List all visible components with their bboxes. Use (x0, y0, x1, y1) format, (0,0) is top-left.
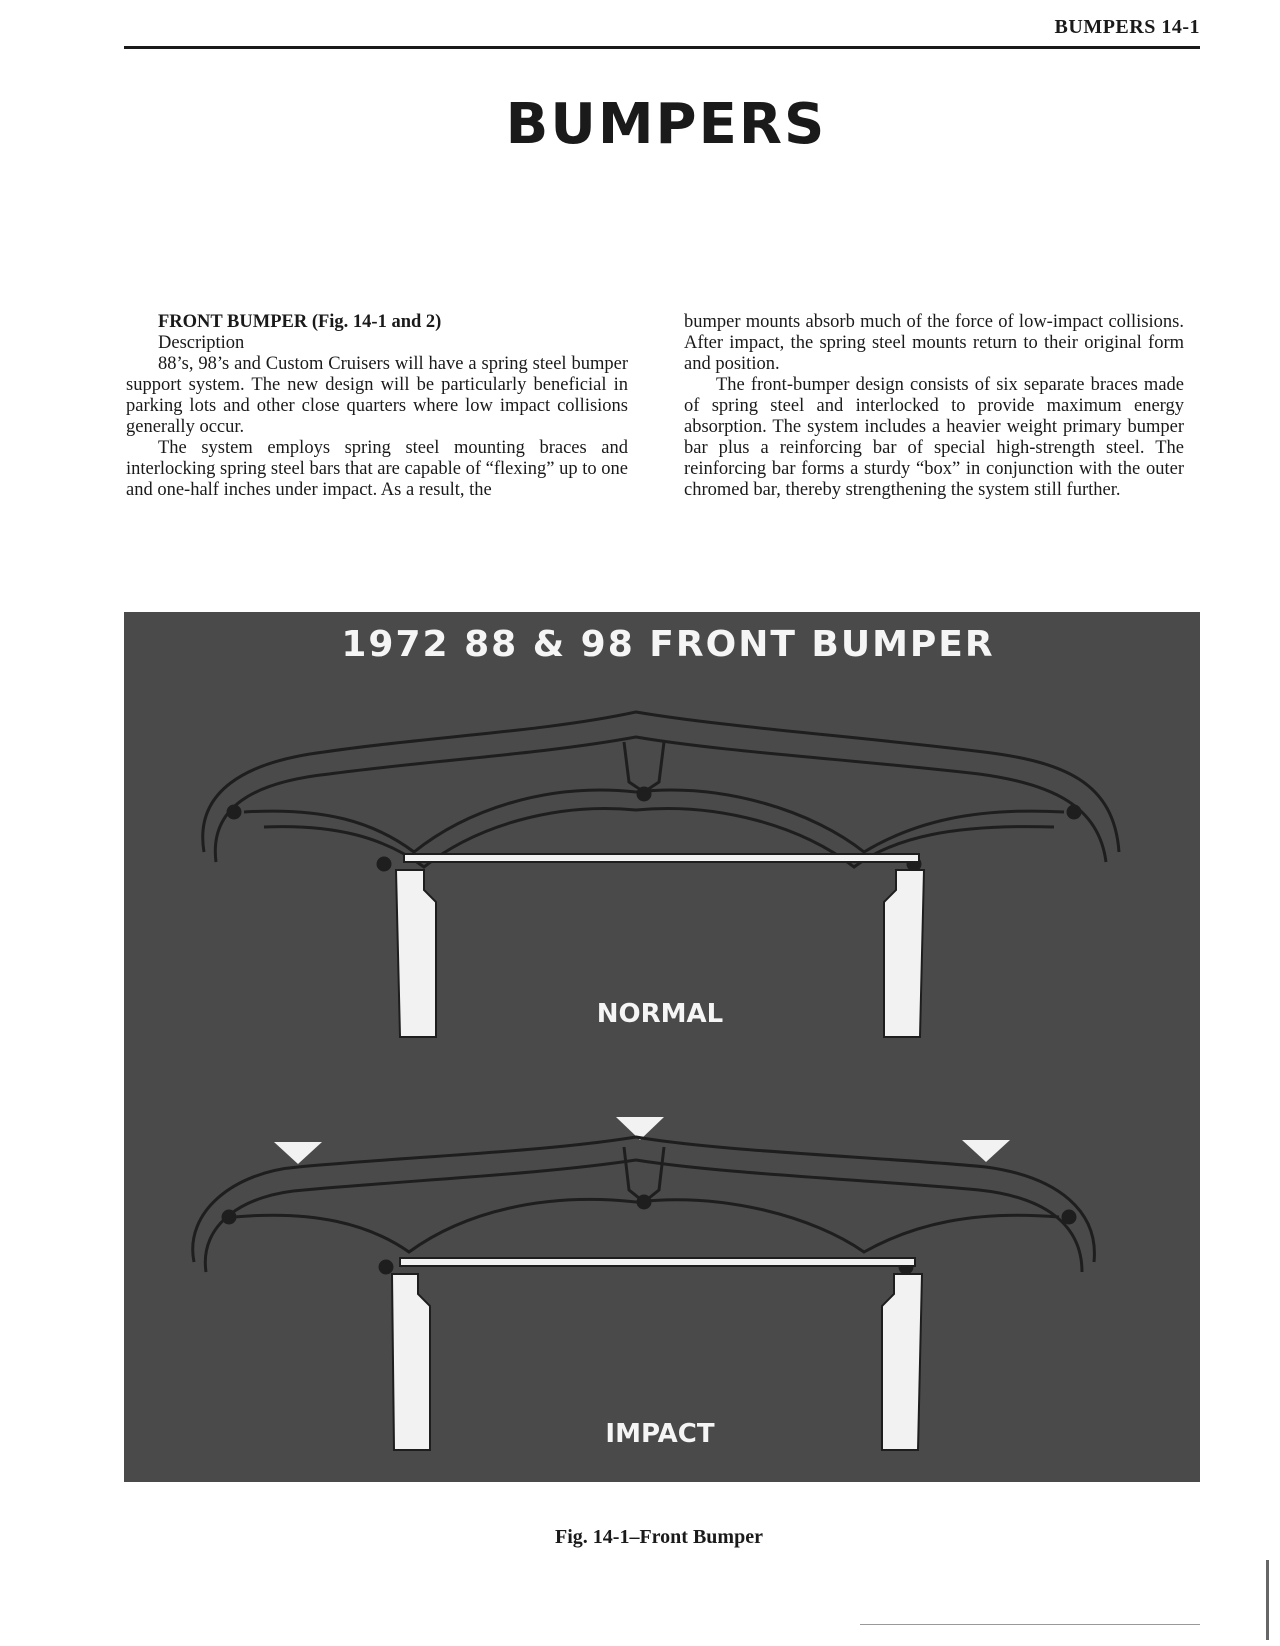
paragraph: The system employs spring steel mounting braces and interlocking spring steel bars that are capable of “flexing” up to one and one-half inches under impact. As a result, the (126, 438, 628, 500)
normal-reinforcing-bar (404, 854, 919, 862)
impact-reinforcing-bar (400, 1258, 915, 1266)
down-arrow-icon (274, 1142, 322, 1164)
page-edge-mark (1266, 1560, 1269, 1640)
paragraph: bumper mounts absorb much of the force of low-impact collisions. After impact, the spring steel mounts return to their original form and position. (684, 312, 1184, 374)
right-column (684, 312, 1184, 501)
bottom-rule (860, 1624, 1200, 1625)
page-title: BUMPERS (505, 92, 827, 157)
figure-title: 1972 88 & 98 FRONT BUMPER (341, 624, 995, 665)
normal-bumper-drawing (203, 712, 1119, 870)
left-column (126, 312, 628, 501)
normal-right-frame-rail (884, 870, 924, 1037)
normal-left-frame-rail (396, 870, 436, 1037)
impact-left-frame-rail (392, 1274, 430, 1450)
normal-label: NORMAL (596, 999, 724, 1029)
bumper-illustration (124, 612, 1200, 1482)
paragraph: 88’s, 98’s and Custom Cruisers will have a spring steel bumper support system. The new design will be particularly beneficial in parking lots and other close quarters where low impact collisions generally occur. (126, 354, 628, 437)
impact-bumper-drawing (193, 1137, 1095, 1273)
impact-label: IMPACT (605, 1419, 715, 1449)
paragraph: The front-bumper design consists of six separate braces made of spring steel and interlocked to provide maximum energy absorption. The system includes a heavier weight primary bumper bar plus a reinforcing bar of special high-strength steel. The reinforcing bar forms a sturdy “box” in conjunction with the outer chromed bar, thereby strengthening the system still further. (684, 375, 1184, 500)
figure-caption: Fig. 14-1–Front Bumper (555, 1526, 763, 1548)
subheading: Description (158, 333, 245, 353)
bumper-figure (124, 612, 1200, 1482)
running-head: BUMPERS 14-1 (1054, 16, 1200, 38)
section-heading: FRONT BUMPER (Fig. 14-1 and 2) (158, 312, 442, 332)
header-rule (124, 46, 1200, 49)
impact-right-frame-rail (882, 1274, 922, 1450)
down-arrow-icon (962, 1140, 1010, 1162)
